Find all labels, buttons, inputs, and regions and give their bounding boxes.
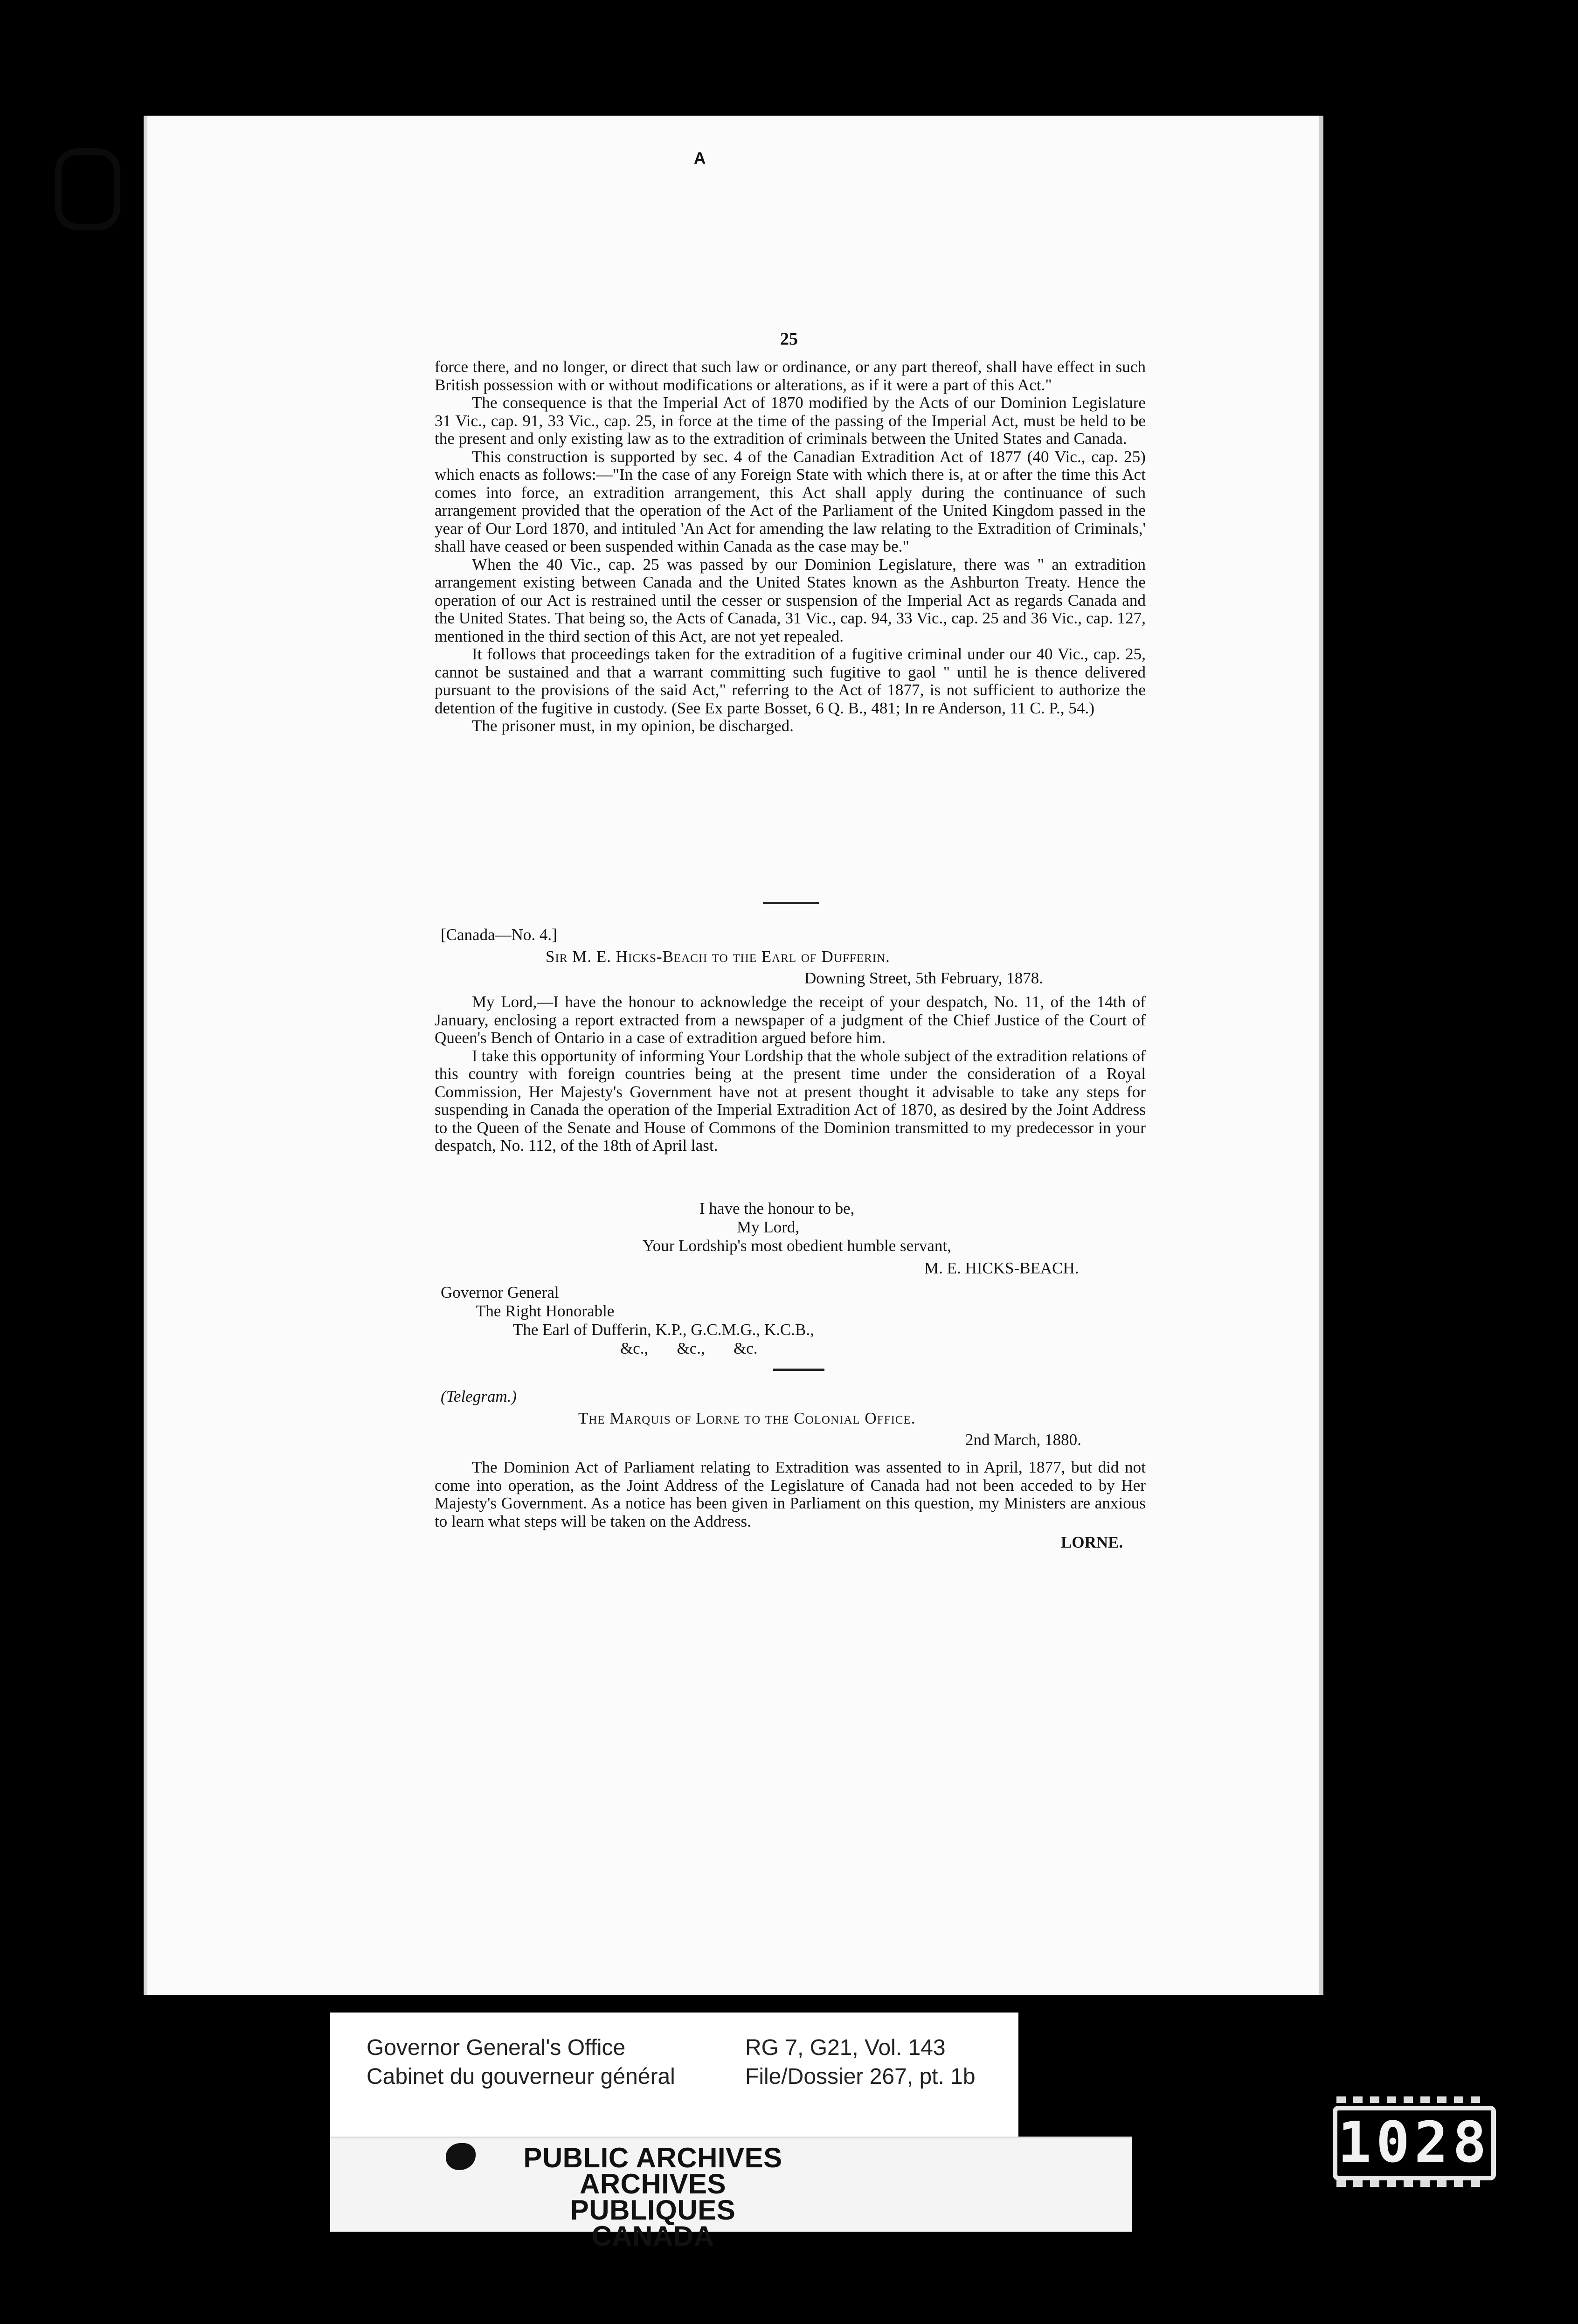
page-number: 25 [780,329,798,349]
opinion-text [435,358,1146,735]
paragraph: force there, and no longer, or direct that such law or ordinance, or any part thereof, shall have effect in such British possession with or without modifications or alterations, as if it were a part of this Act." [435,358,1146,394]
signature: M. E. HICKS-BEACH. [924,1259,1079,1277]
addressee-line: The Right Honorable [476,1302,615,1320]
paragraph: The prisoner must, in my opinion, be discharged. [472,717,794,735]
telegram-heading: The Marquis of Lorne to the Colonial Office. [578,1409,916,1427]
top-mark: A [694,149,706,167]
paragraph: This construction is supported by sec. 4 of the Canadian Extradition Act of 1877 (40 Vic., cap. 25) which enacts as follows:—"In the case of any Foreign State with which there is, at or after the time this Act comes into force, an extradition arrangement, this Act shall apply during the continuance of such arrangement provided that the operation of the Act of the Parliament of the United Kingdom passed in the year of Our Lord 1870, and intituled 'An Act for amending the law relating to the Extradition of Criminals,' shall have ceased or been suspended within Canada as the case may be." [435,447,1146,555]
stamp-line: PUBLIC ARCHIVES [523,2142,782,2173]
telegram-signature: LORNE. [1061,1533,1123,1551]
telegram-body [435,1459,1146,1530]
closing-line: My Lord, [737,1218,800,1236]
archive-label [330,2013,1018,2137]
despatch-place-date: Downing Street, 5th February, 1878. [804,969,1043,987]
film-sprocket [1336,2180,1486,2187]
file-reference: File/Dossier 267, pt. 1b [745,2064,976,2089]
stamp-line: ARCHIVES PUBLIQUES [570,2168,736,2226]
paragraph: The Dominion Act of Parliament relating to Extradition was assented to in April, 1877, but did not come into operation, as the Joint Address of the Legislature of Canada had not been acceded to by Her Majesty's Government. As a notice has been given in Parliament on this question, my Ministers are anxious to learn what steps will be taken on the Address. [435,1458,1146,1530]
archive-stamp [504,2142,802,2252]
section-rule [763,902,819,904]
despatch-body [435,993,1146,1155]
addressee-line: Governor General [441,1283,559,1301]
section-rule [773,1369,824,1371]
despatch-heading: Sir M. E. Hicks-Beach to the Earl of Dufferin. [546,948,890,966]
telegram-date: 2nd March, 1880. [965,1431,1081,1449]
paragraph: The consequence is that the Imperial Act of 1870 modified by the Acts of our Dominion Legislature 31 Vic., cap. 91, 33 Vic., cap. 25, in force at the time of the passing of the Imperial Act, must be held to be the present and only existing law as to the extradition of criminals between the United States and Canada. [435,394,1146,448]
closing-line: I have the honour to be, [699,1199,855,1217]
telegram-label: (Telegram.) [441,1387,517,1405]
office-english: Governor General's Office [367,2035,626,2060]
paragraph: I take this opportunity of informing Your Lordship that the whole subject of the extradition relations of this country with foreign countries being at the present time under the consideration of a Royal Commission, Her Majesty's Government have not at present thought it advisable to take any steps for suspending in Canada the operation of the Imperial Extradition Act of 1870, as desired by the Joint Address to the Queen of the Senate and House of Commons of the Dominion transmitted to my predecessor in your despatch, No. 112, of the 18th of April last. [435,1046,1146,1155]
addressee-line: The Earl of Dufferin, K.P., G.C.M.G., K.C.B., [513,1321,814,1339]
office-french: Cabinet du gouverneur général [367,2064,675,2089]
paragraph: It follows that proceedings taken for the extradition of a fugitive criminal under our 40 Vic., cap. 25, cannot be sustained and that a warrant committing such fugitive to gaol " until he is thence delivered pursuant to the provisions of the said Act," referring to the Act of 1877, is not sufficient to authorize the detention of the fugitive in custody. (See Ex parte Bosset, 6 Q. B., 481; In re Anderson, 11 C. P., 54.) [435,645,1146,717]
frame-number: 1028 [1333,2106,1496,2180]
paragraph: When the 40 Vic., cap. 25 was passed by our Dominion Legislature, there was " an extradition arrangement existing between Canada and the United States known as the Ashburton Treaty. Hence the operation of our Act is restrained until the cesser or suspension of the Imperial Act as regards Canada and the United States. That being so, the Acts of Canada, 31 Vic., cap. 94, 33 Vic., cap. 25 and 36 Vic., cap. 127, mentioned in the third section of this Act, are not yet repealed. [435,555,1146,645]
record-group: RG 7, G21, Vol. 143 [745,2035,946,2060]
despatch-reference: [Canada—No. 4.] [441,926,557,944]
closing-line: Your Lordship's most obedient humble servant, [643,1237,951,1255]
punch-hole [55,148,120,230]
film-sprocket [1336,2096,1486,2103]
addressee-line: &c., &c., &c. [620,1339,758,1357]
paragraph: My Lord,—I have the honour to acknowledge the receipt of your despatch, No. 11, of the 14th of January, enclosing a report extracted from a newspaper of a judgment of the Chief Justice of the Court of Queen's Bench of Ontario in a case of extradition argued before him. [435,993,1146,1047]
stamp-line: CANADA [591,2220,714,2252]
